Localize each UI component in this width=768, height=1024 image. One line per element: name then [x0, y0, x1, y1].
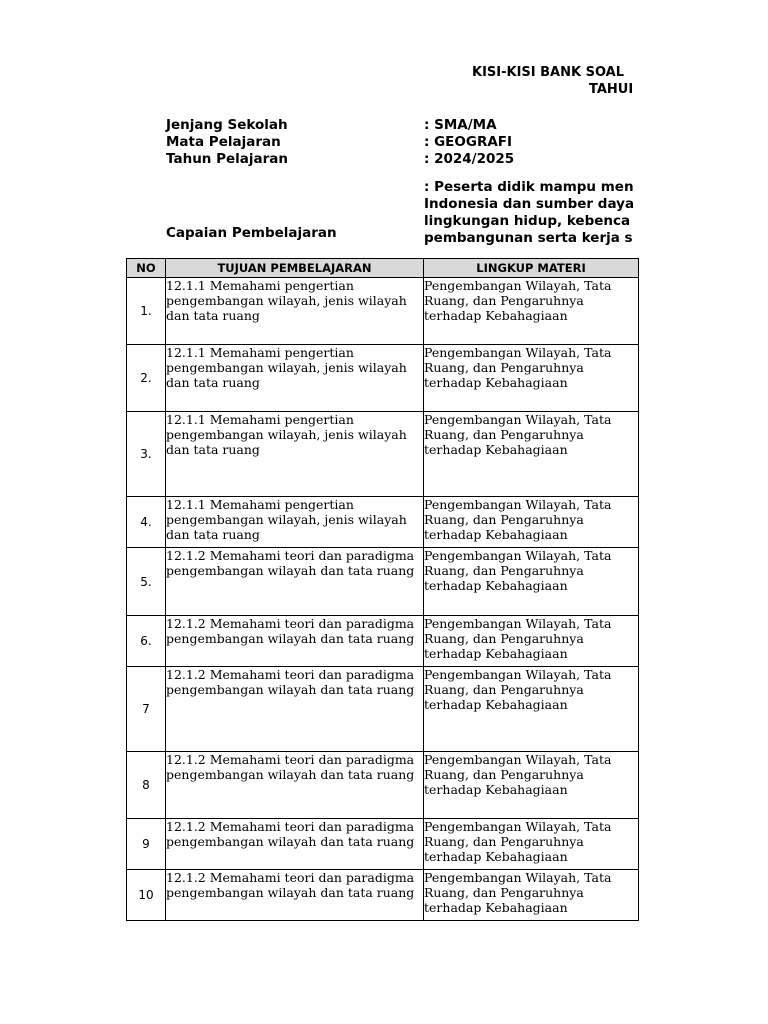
row-number: 3. — [127, 412, 166, 497]
materi-cell: Pengembangan Wilayah, Tata Ruang, dan Pengaruhnya terhadap Kebahagiaan — [424, 548, 639, 616]
header-no: NO — [127, 259, 166, 278]
row-number: 8 — [127, 752, 166, 819]
capaian-text — [424, 179, 638, 247]
tujuan-cell: 12.1.1 Memahami pengertian pengembangan wilayah, jenis wilayah dan tata ruang — [166, 345, 424, 412]
row-number: 2. — [127, 345, 166, 412]
table-row — [127, 667, 639, 752]
table-row — [127, 752, 639, 819]
tujuan-cell: 12.1.1 Memahami pengertian pengembangan wilayah, jenis wilayah dan tata ruang — [166, 497, 424, 548]
capaian-line: lingkungan hidup, kebenca — [424, 213, 631, 229]
tujuan-cell: 12.1.2 Memahami teori dan paradigma pengembangan wilayah dan tata ruang — [166, 752, 424, 819]
materi-cell: Pengembangan Wilayah, Tata Ruang, dan Pengaruhnya terhadap Kebahagiaan — [424, 819, 639, 870]
table-row — [127, 870, 639, 921]
tujuan-cell: 12.1.2 Memahami teori dan paradigma pengembangan wilayah dan tata ruang — [166, 819, 424, 870]
header-materi: LINGKUP MATERI — [424, 259, 639, 278]
materi-cell: Pengembangan Wilayah, Tata Ruang, dan Pengaruhnya terhadap Kebahagiaan — [424, 752, 639, 819]
info-value: : 2024/2025 — [424, 151, 515, 167]
capaian-line: Indonesia dan sumber daya — [424, 196, 635, 212]
tujuan-cell: 12.1.2 Memahami teori dan paradigma pengembangan wilayah dan tata ruang — [166, 616, 424, 667]
materi-cell: Pengembangan Wilayah, Tata Ruang, dan Pengaruhnya terhadap Kebahagiaan — [424, 667, 639, 752]
info-label: Mata Pelajaran — [166, 134, 281, 150]
materi-cell: Pengembangan Wilayah, Tata Ruang, dan Pengaruhnya terhadap Kebahagiaan — [424, 870, 639, 921]
tujuan-cell: 12.1.2 Memahami teori dan paradigma pengembangan wilayah dan tata ruang — [166, 667, 424, 752]
table-row — [127, 345, 639, 412]
kisi-kisi-table — [126, 258, 639, 921]
materi-cell: Pengembangan Wilayah, Tata Ruang, dan Pengaruhnya terhadap Kebahagiaan — [424, 412, 639, 497]
row-number: 6. — [127, 616, 166, 667]
materi-cell: Pengembangan Wilayah, Tata Ruang, dan Pengaruhnya terhadap Kebahagiaan — [424, 616, 639, 667]
table-row — [127, 497, 639, 548]
tujuan-cell: 12.1.1 Memahami pengertian pengembangan wilayah, jenis wilayah dan tata ruang — [166, 278, 424, 345]
row-number: 1. — [127, 278, 166, 345]
row-number: 10 — [127, 870, 166, 921]
table-row — [127, 819, 639, 870]
table-header-row — [127, 259, 639, 278]
row-number: 5. — [127, 548, 166, 616]
materi-cell: Pengembangan Wilayah, Tata Ruang, dan Pengaruhnya terhadap Kebahagiaan — [424, 497, 639, 548]
document-title: KISI-KISI BANK SOAL — [472, 65, 625, 80]
header-tujuan: TUJUAN PEMBELAJARAN — [166, 259, 424, 278]
info-value: : SMA/MA — [424, 117, 497, 133]
tujuan-cell: 12.1.1 Memahami pengertian pengembangan wilayah, jenis wilayah dan tata ruang — [166, 412, 424, 497]
capaian-line: pembangunan serta kerja s — [424, 230, 633, 246]
row-number: 7 — [127, 667, 166, 752]
row-number: 4. — [127, 497, 166, 548]
info-label: Jenjang Sekolah — [166, 117, 288, 133]
materi-cell: Pengembangan Wilayah, Tata Ruang, dan Pengaruhnya terhadap Kebahagiaan — [424, 278, 639, 345]
document-subtitle: TAHUI — [589, 82, 634, 97]
materi-cell: Pengembangan Wilayah, Tata Ruang, dan Pengaruhnya terhadap Kebahagiaan — [424, 345, 639, 412]
capaian-line: : Peserta didik mampu men — [424, 179, 634, 195]
table-row — [127, 278, 639, 345]
table-row — [127, 616, 639, 667]
info-label: Tahun Pelajaran — [166, 151, 289, 167]
info-value: : GEOGRAFI — [424, 134, 513, 150]
tujuan-cell: 12.1.2 Memahami teori dan paradigma pengembangan wilayah dan tata ruang — [166, 870, 424, 921]
tujuan-cell: 12.1.2 Memahami teori dan paradigma pengembangan wilayah dan tata ruang — [166, 548, 424, 616]
capaian-label: Capaian Pembelajaran — [166, 225, 337, 241]
table-row — [127, 412, 639, 497]
table-row — [127, 548, 639, 616]
row-number: 9 — [127, 819, 166, 870]
